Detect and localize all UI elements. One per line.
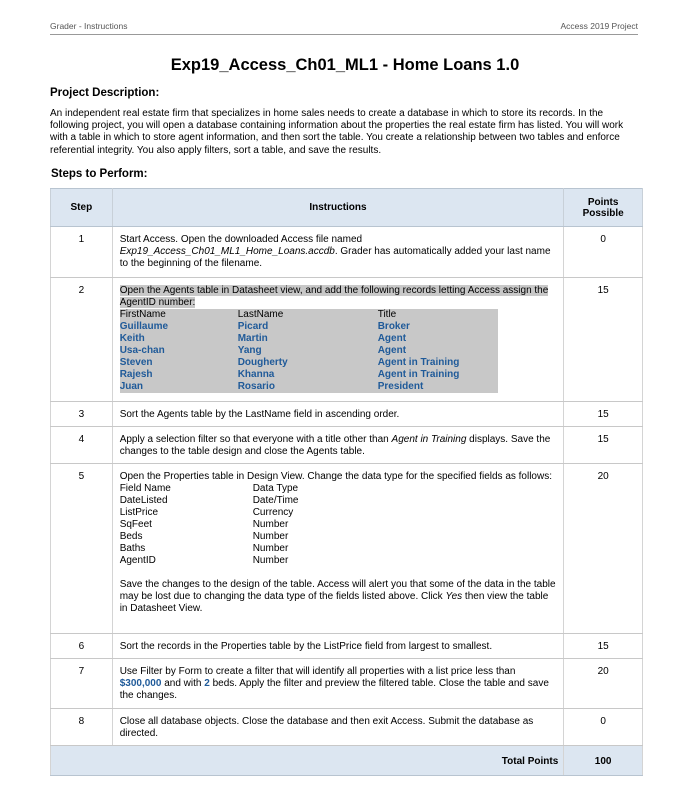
instruction-text: displays. Save the changes to the table design and close the Agents table. <box>119 434 551 457</box>
step-number: 7 <box>51 659 113 709</box>
agent-title: President <box>378 381 498 393</box>
project-description-text: An independent real estate firm that specializes in home sales needs to create a database in which to store its records. In the following project, you will open a database containing information about the properties the real estate firm has listed. You will work with a table in which to store agent information, and then sort the table. You create a relationship between two tables and enforce referential integrity. You also apply filters, sort a table, and save the results. <box>50 108 624 156</box>
page-title: Exp19_Access_Ch01_ML1 - Home Loans 1.0 <box>170 56 520 74</box>
field-name-header: Field Name <box>119 483 171 494</box>
instruction-text: Open the Properties table in Design View. Change the data type for the specified fields as follows: <box>119 471 552 482</box>
instruction-text: . Grader has automatically added your last name to the beginning of the filename. <box>119 246 551 269</box>
step-instructions: Sort the Agents table by the LastName field in ascending order. <box>112 402 564 427</box>
agent-lastname: Rosario <box>238 381 378 393</box>
table-row <box>51 659 643 709</box>
field-type: Number <box>252 555 289 566</box>
field-type: Number <box>252 519 289 530</box>
table-row <box>51 278 643 402</box>
filename-text: Exp19_Access_Ch01_ML1_Home_Loans.accdb <box>119 246 335 257</box>
header-right: Access 2019 Project <box>560 21 638 31</box>
step-points: 15 <box>564 402 643 427</box>
step-number: 3 <box>51 402 113 427</box>
step-number: 8 <box>51 709 113 746</box>
col-header-instructions: Instructions <box>112 189 564 227</box>
table-row <box>51 427 643 464</box>
col-header-points-line2: Possible <box>582 207 624 219</box>
table-row <box>51 464 643 634</box>
step-instructions <box>112 278 564 402</box>
step-points: 15 <box>564 427 643 464</box>
field-type: Currency <box>252 507 294 518</box>
table-row <box>51 709 643 746</box>
step-points: 20 <box>564 659 643 709</box>
agent-title: Agent in Training <box>378 369 498 381</box>
step-points: 15 <box>564 278 643 402</box>
field-name: AgentID <box>119 555 156 566</box>
table-row <box>51 634 643 659</box>
field-name: Baths <box>119 543 146 554</box>
table-row <box>51 227 643 278</box>
steps-table <box>50 188 643 776</box>
agent-title: Agent in Training <box>378 357 498 369</box>
agent-firstname: Guillaume <box>120 321 238 333</box>
total-row <box>51 746 643 776</box>
field-name: Beds <box>119 531 143 542</box>
instruction-emphasis: Yes <box>445 591 463 602</box>
instruction-text: Use Filter by Form to create a filter that will identify all properties with a list price less than <box>119 666 516 677</box>
agent-firstname: Keith <box>120 333 238 345</box>
step-instructions <box>112 464 564 634</box>
col-header-step: Step <box>51 189 113 227</box>
step-instructions <box>112 427 564 464</box>
agent-lastname: Yang <box>238 345 378 357</box>
agent-firstname: Usa-chan <box>120 345 238 357</box>
step-instructions: Close all database objects. Close the database and then exit Access. Submit the database as directed. <box>112 709 564 746</box>
step-instructions <box>112 227 564 278</box>
field-type: Date/Time <box>252 495 299 506</box>
instruction-text: and with <box>161 678 205 689</box>
instruction-text: Start Access. Open the downloaded Access file named <box>119 234 363 245</box>
step-number: 5 <box>51 464 113 634</box>
price-value: $300,000 <box>119 678 162 689</box>
total-value: 100 <box>564 746 643 776</box>
field-types-grid <box>120 483 557 567</box>
header-left: Grader - Instructions <box>50 21 128 31</box>
step-number: 2 <box>51 278 113 402</box>
agent-lastname: Khanna <box>238 369 378 381</box>
instruction-text: Apply a selection filter so that everyone with a title other than <box>119 434 392 445</box>
instruction-text: Open the Agents table in Datasheet view, and add the following records letting Access assign the AgentID number: <box>119 285 549 308</box>
step-points: 20 <box>564 464 643 634</box>
instruction-outro <box>120 579 557 615</box>
field-name: DateListed <box>119 495 168 506</box>
agent-title: Agent <box>378 345 498 357</box>
step-number: 1 <box>51 227 113 278</box>
col-header-points <box>564 189 643 227</box>
instruction-text: then view the table in Datasheet View. <box>119 591 549 614</box>
agent-firstname: Steven <box>120 357 238 369</box>
agent-lastname: Picard <box>238 321 378 333</box>
data-type-header: Data Type <box>252 483 299 494</box>
step-points: 0 <box>564 709 643 746</box>
total-label: Total Points <box>51 746 564 776</box>
field-type: Number <box>252 531 289 542</box>
agent-lastname: Dougherty <box>238 357 378 369</box>
step-points: 0 <box>564 227 643 278</box>
instruction-text: Save the changes to the design of the table. Access will alert you that some of the data in the table may be lost due to changing the data type of the fields listed above. Click <box>119 579 556 602</box>
step-points: 15 <box>564 634 643 659</box>
beds-value: 2 <box>204 678 210 689</box>
instruction-emphasis: Agent in Training <box>391 434 467 445</box>
agent-firstname: Juan <box>120 381 238 393</box>
field-type: Number <box>252 543 289 554</box>
agents-col-title: Title <box>378 309 498 321</box>
field-name: ListPrice <box>119 507 159 518</box>
agent-lastname: Martin <box>238 333 378 345</box>
table-row <box>51 402 643 427</box>
step-instructions: Sort the records in the Properties table by the ListPrice field from largest to smallest. <box>112 634 564 659</box>
step-number: 4 <box>51 427 113 464</box>
agent-firstname: Rajesh <box>120 369 238 381</box>
page-header <box>50 20 638 35</box>
step-instructions <box>112 659 564 709</box>
instruction-text: beds. Apply the filter and preview the filtered table. Close the table and save the changes. <box>119 678 549 701</box>
col-header-points-line1: Points <box>587 196 619 208</box>
agent-title: Broker <box>378 321 498 333</box>
step-number: 6 <box>51 634 113 659</box>
agent-title: Agent <box>378 333 498 345</box>
steps-heading: Steps to Perform: <box>51 168 148 180</box>
agents-col-firstname: FirstName <box>120 309 238 321</box>
agents-records-grid <box>120 309 557 393</box>
agents-col-lastname: LastName <box>238 309 378 321</box>
project-description-heading: Project Description: <box>50 87 160 99</box>
field-name: SqFeet <box>119 519 152 530</box>
